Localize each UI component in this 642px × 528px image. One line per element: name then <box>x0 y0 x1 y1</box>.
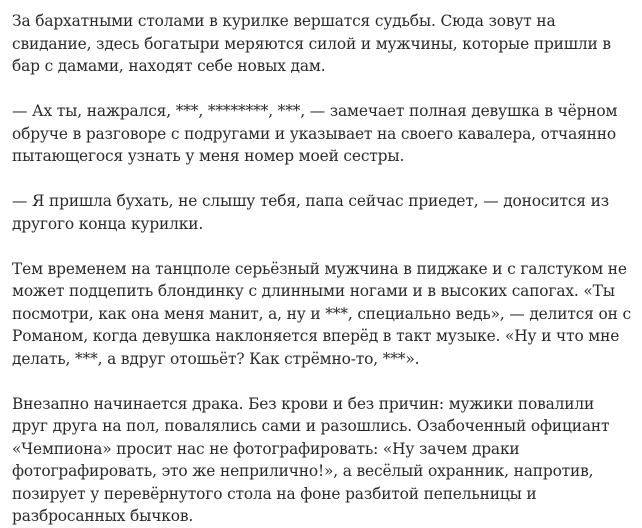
paragraph-fight: Внезапно начинается драка. Без крови и без причин: мужики повалили друг друга на пол, повалялись сами и разошлись. Озабоченный официант «Чемпиона» просит нас не фотографировать: «Ну зачем драки фотографировать, это же неприлично!», а весёлый охранник, напротив, позирует у перевёрнутого стола на фоне разбитой пепельницы и разбросанных бычков. <box>12 394 610 525</box>
article-body <box>12 10 634 528</box>
paragraph-drinking-quote: — Я пришла бухать, не слышу тебя, папа сейчас приедет, — доносится из другого конца курилки. <box>12 192 609 233</box>
paragraph-dance-floor: Тем временем на танцполе серьёзный мужчина в пиджаке и с галстуком не может подцепить блондинку с длинными ногами и в высоких сапогах. «Ты посмотри, как она меня манит, а, ну и ***, специально ведь», — делится он с Романом, когда девушка наклоняется вперёд в такт музыке. «Ну и что мне делать, ***, а вдруг отошьёт? Как стрёмно-то, ***». <box>12 259 631 368</box>
paragraph-smoking-room-intro: За бархатными столами в курилке вершатся судьбы. Сюда зовут на свидание, здесь богатыри меряются силой и мужчины, которые пришли в бар с дамами, находят себе новых дам. <box>12 12 611 75</box>
paragraph-girl-quote: — Ах ты, нажрался, ***, ********, ***, — замечает полная девушка в чёрном обруче в разговоре с подругами и указывает на своего кавалера, отчаянно пытающегося узнать у меня номер моей сестры. <box>12 102 618 165</box>
